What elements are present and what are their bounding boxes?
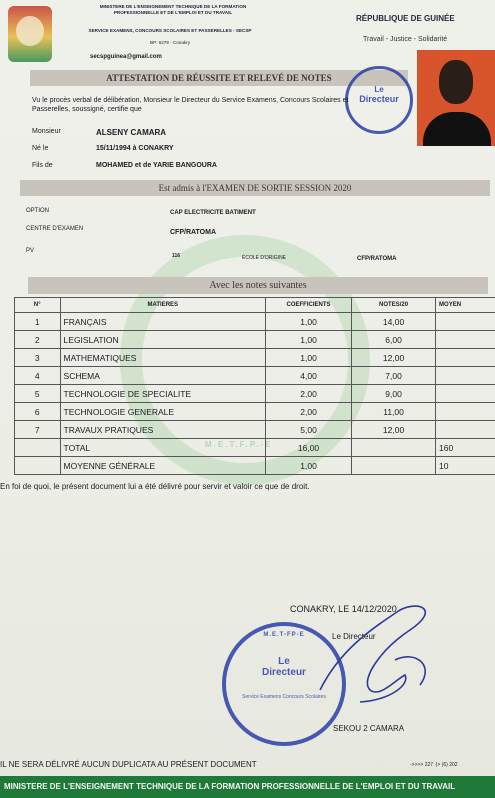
total-coef: 16,00 [266,439,352,457]
stamp-le: Le [278,656,290,667]
handwritten-signature [300,590,450,710]
row-matiere: TRAVAUX PRATIQUES [60,421,265,439]
row-matiere: TECHNOLOGIE DE SPECIALITE [60,385,265,403]
row-number: 1 [15,313,61,331]
stamp-top-le: Le [374,85,384,94]
row-matiere: MATHEMATIQUES [60,349,265,367]
id-photo [417,50,495,146]
service-name: SERVICE EXAMENS, CONCOURS SCOLAIRES ET PASSERELLES - SECSP [88,28,252,33]
row-number: 4 [15,367,61,385]
republic-motto: Travail - Justice - Solidarité [363,36,448,43]
label-ecole-origine: ÉCOLE D'ORIGINE [242,255,287,261]
notes-banner: Avec les notes suivantes [28,277,488,294]
col-notes: NOTES/20 [352,298,436,313]
director-role: Le Directeur [332,632,376,641]
row-note: 11,00 [352,403,436,421]
centre-value: CFP/RATOMA [170,229,217,236]
row-note: 9,00 [352,385,436,403]
grades-table [14,297,495,475]
guinea-emblem-logo [8,6,52,62]
table-row [15,421,495,439]
col-moyenne: MOYEN [436,298,495,313]
photo-head [439,60,473,104]
row-note: 12,00 [352,421,436,439]
moyenne-label: MOYENNE GÉNÉRALE [60,457,265,475]
row-matiere: SCHEMA [60,367,265,385]
stamp-top-directeur: Directeur [359,94,399,104]
table-header-row [15,298,495,313]
photo-body [423,112,491,146]
row-coef: 1,00 [266,313,352,331]
row-coef: 1,00 [266,349,352,367]
total-row [15,439,495,457]
row-coef: 5,00 [266,421,352,439]
table-row [15,331,495,349]
row-moyenne [436,367,495,385]
row-coef: 1,00 [266,331,352,349]
moyenne-empty [15,457,61,475]
label-pv: PV [26,248,35,254]
student-name: ALSENY CAMARA [96,128,167,137]
document-title: ATTESTATION DE RÉUSSITE ET RELEVÉ DE NOTES [30,70,408,86]
ministry-footer: MINISTERE DE L'ENSEIGNEMENT TECHNIQUE DE LA FORMATION PROFESSIONNELLE DE L'EMPLOI ET DU TRAVAIL [0,776,495,798]
row-number: 7 [15,421,61,439]
row-coef: 2,00 [266,385,352,403]
row-moyenne [436,313,495,331]
row-moyenne [436,403,495,421]
origine-value: CFP/RATOMA [357,256,397,262]
row-coef: 2,00 [266,403,352,421]
col-matieres: MATIERES [60,298,265,313]
table-row [15,313,495,331]
row-moyenne [436,349,495,367]
ministry-line-1: MINISTERE DE L'ENSEIGNEMENT TECHNIQUE DE LA FORMATION [99,4,247,9]
place-date: CONAKRY, LE 14/12/2020 [290,604,397,614]
moyenne-row [15,457,495,475]
row-number: 5 [15,385,61,403]
total-empty [15,439,61,457]
row-coef: 4,00 [266,367,352,385]
row-matiere: TECHNOLOGIE GENERALE [60,403,265,421]
table-row [15,403,495,421]
pv-value: 116 [172,253,181,259]
bp-address: BP: 6279 - Conakry [149,40,191,45]
moyenne-note [352,457,436,475]
parents-info: MOHAMED et de YARIE BANGOURA [96,162,217,169]
row-moyenne [436,421,495,439]
total-note [352,439,436,457]
row-note: 6,00 [352,331,436,349]
row-moyenne [436,331,495,349]
republic-title: RÉPUBLIQUE DE GUINÉE [356,14,455,23]
intro-paragraph: Vu le procès verbal de délibération, Monsieur le Directeur du Service Examens, Concours Scolaires et Passerelles, soussigné, certifie que [32,97,349,113]
total-moyenne: 160 [436,439,495,457]
duplicata-notice: IL NE SERA DÉLIVRÉ AUCUN DUPLICATA AU PRÉSENT DOCUMENT [0,760,257,769]
label-option: OPTION [26,208,50,214]
moyenne-value: 10 [436,457,495,475]
bottom-code: ->>>> 227 ·|> (6) 202 [410,762,458,768]
moyenne-coef: 1,00 [266,457,352,475]
email-text: secspguinea@gmail.com [90,54,162,60]
row-number: 6 [15,403,61,421]
table-row [15,349,495,367]
ministry-line-2: PROFESSIONNELLE ET DE L'EMPLOI ET DU TRAVAIL [113,9,233,15]
table-row [15,385,495,403]
col-n: N° [15,298,61,313]
col-coefficients: COEFFICIENTS [266,298,352,313]
birth-info: 15/11/1994 à CONAKRY [96,145,174,152]
row-note: 12,00 [352,349,436,367]
label-centre: CENTRE D'EXAMEN [26,226,84,232]
stamp-directeur: Directeur [262,667,306,678]
label-monsieur: Monsieur [32,128,61,135]
row-number: 3 [15,349,61,367]
watermark-text: M.E.T.F.P.-E [205,440,273,449]
row-matiere: LEGISLATION [60,331,265,349]
label-fils-de: Fils de [32,162,53,169]
stamp-top-text: M.E.T-FP-E [263,632,305,638]
foi-statement: En foi de quoi, le présent document lui a été délivré pour servir et valoir ce que de droit. [0,482,310,491]
option-value: CAP ELECTRICITE BATIMENT [170,210,256,216]
label-ne-le: Né le [32,145,49,152]
row-note: 14,00 [352,313,436,331]
row-number: 2 [15,331,61,349]
table-row [15,367,495,385]
row-note: 7,00 [352,367,436,385]
row-matiere: FRANÇAIS [60,313,265,331]
stamp-ring-text: Service Examens Concours Scolaires [242,694,326,700]
director-name: SEKOU 2 CAMARA [333,724,405,733]
ministry-header [58,4,288,15]
admitted-banner: Est admis à l'EXAMEN DE SORTIE SESSION 2020 [20,180,490,196]
total-label: TOTAL [60,439,265,457]
row-moyenne [436,385,495,403]
